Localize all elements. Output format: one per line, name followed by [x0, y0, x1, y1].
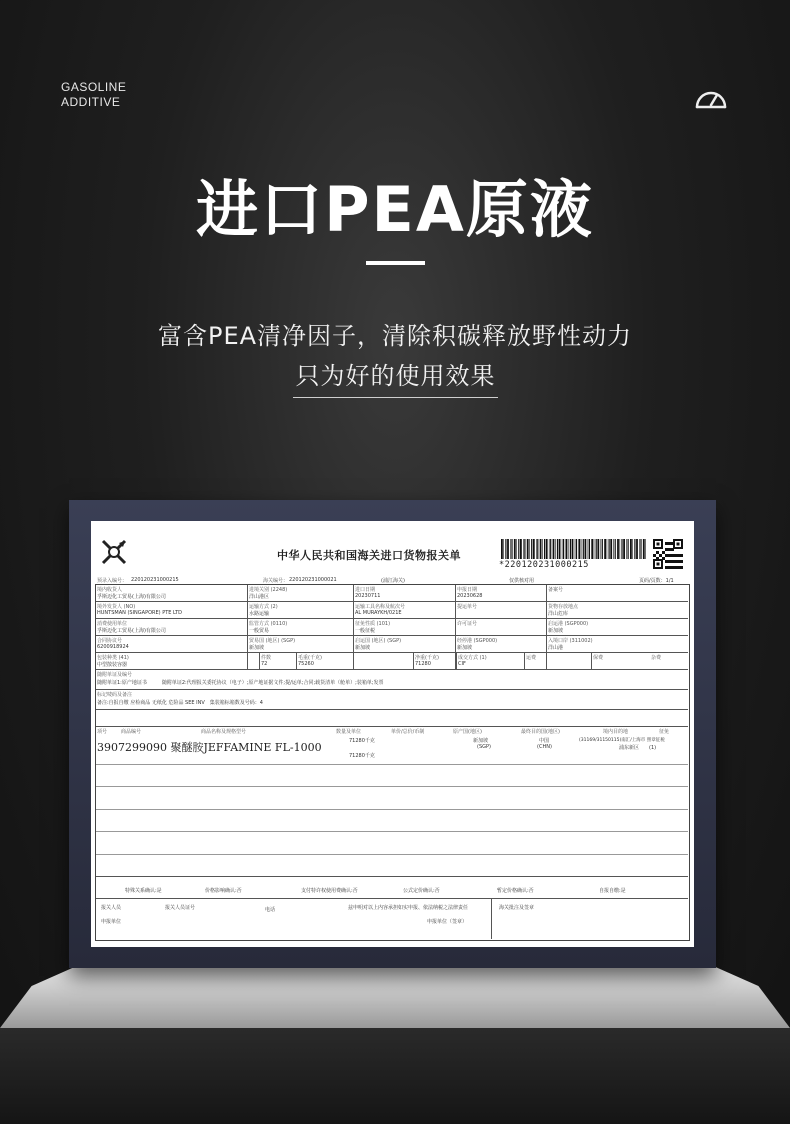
field-label: 运费 — [526, 655, 537, 661]
page-title: 进口PEA原液 — [196, 173, 594, 246]
barcode-bar — [589, 539, 590, 559]
qr-module — [671, 548, 674, 551]
qr-module — [668, 542, 671, 545]
qr-module — [665, 548, 668, 551]
field-label: 启运港 (SGP000) — [548, 621, 589, 627]
goods-column-header: 最终目的国(地区) — [521, 729, 560, 735]
barcode-bar — [520, 539, 522, 559]
barcode-bar — [553, 539, 555, 559]
qr-module — [657, 563, 660, 566]
qr-module — [656, 551, 659, 554]
customs-no-value: 220120231000021 — [289, 577, 337, 583]
goods-column-header: 原产国(地区) — [453, 729, 482, 735]
barcode-bar — [645, 539, 646, 559]
remarks-value: 备注:自报自缴 应检商品 无纸化 危险品 SEE INV 集装箱标箱数及号码：4 — [97, 700, 263, 706]
field-label: 入境口岸 (311002) — [548, 638, 593, 644]
barcode-bar — [604, 539, 606, 559]
qr-module — [674, 566, 677, 569]
field-value: CIF — [458, 661, 466, 667]
document-note: 仅供核对用 — [509, 578, 535, 584]
barcode-bar — [583, 539, 584, 559]
field-value: 新加坡 — [457, 645, 473, 651]
barcode-bar — [518, 539, 519, 559]
qr-module — [680, 560, 683, 563]
qr-module — [668, 548, 671, 551]
barcode-bar — [572, 539, 574, 559]
declaring-unit-label: 申报单位 — [101, 919, 122, 925]
barcode-bar — [636, 539, 638, 559]
goods-column-header: 项号 — [97, 729, 108, 735]
barcode-bar — [570, 539, 571, 559]
barcode-bar — [523, 539, 524, 559]
barcode-bar — [630, 539, 632, 559]
qr-module — [665, 566, 668, 569]
qr-module — [659, 554, 662, 557]
field-label: 保费 — [593, 655, 604, 661]
field-value: 孚斯迈化工贸易(上海)有限公司 — [97, 628, 166, 634]
confirmation-item: 自报自缴:是 — [599, 888, 626, 894]
field-label: 杂费 — [651, 655, 662, 661]
field-label: 贸易国 (地区) (SGP) — [249, 638, 296, 644]
docs-value: 随附单证1:原产地证书 随附单证2:代理报关委托协议（电子）;原产地证据文件;提/运单;合同;载货清单（舱单）;装箱单;发票 — [97, 680, 384, 686]
goods-row-divider — [96, 876, 688, 877]
field-label: 境外发货人 (NO) — [97, 604, 136, 610]
row-divider — [96, 635, 688, 636]
barcode-bar — [514, 539, 516, 559]
field-label: 境内收货人 — [97, 587, 123, 593]
declarant-label: 报关人员 — [101, 905, 122, 911]
barcode-bar — [505, 539, 506, 559]
brand-line-1: GASOLINE — [61, 80, 127, 94]
barcode-bar — [640, 539, 641, 559]
barcode-bar — [555, 539, 556, 559]
field-label: 货物存放地点 — [548, 604, 579, 610]
row-divider — [96, 652, 688, 653]
field-label: 合同协议号 — [97, 638, 123, 644]
field-value: 洋山危库 — [548, 611, 569, 617]
barcode-bar — [610, 539, 612, 559]
qr-module — [662, 551, 665, 554]
barcode-bar — [615, 539, 616, 559]
field-label: 备案号 — [548, 587, 564, 593]
barcode-bar — [596, 539, 597, 559]
qr-module — [674, 554, 677, 557]
col-divider — [413, 652, 414, 669]
barcode-bar — [643, 539, 645, 559]
barcode-bar — [559, 539, 561, 559]
confirmation-item: 价格影响确认:否 — [205, 888, 242, 894]
field-label: 毛重(千克) — [298, 655, 322, 661]
phone-label: 电话 — [265, 907, 276, 913]
barcode-bar — [581, 539, 582, 559]
qr-module — [674, 560, 677, 563]
page-count: 页码/页数：1/1 — [639, 578, 674, 584]
qr-module — [671, 560, 674, 563]
declarant-cert-label: 报关人员证号 — [165, 905, 196, 911]
field-label: 许可证号 — [457, 621, 478, 627]
field-label: 件数 — [261, 655, 272, 661]
qr-module — [677, 560, 680, 563]
goods-column-header: 数量及单位 — [336, 729, 362, 735]
qr-module — [665, 554, 668, 557]
pedestal-front — [0, 1028, 790, 1124]
row-divider — [96, 689, 688, 690]
customs-port: (浦江海关) — [381, 578, 405, 584]
confirmation-item: 特殊关系确认:是 — [125, 888, 162, 894]
barcode-bar — [632, 539, 633, 559]
goods-qty-2: 71280千克 — [349, 753, 375, 759]
goods-column-header: 商品编号 — [121, 729, 142, 735]
barcode-bar — [557, 539, 558, 559]
field-value: AL MURAYKH/021E — [355, 610, 402, 616]
barcode-bar — [623, 539, 625, 559]
qr-module — [671, 566, 674, 569]
goods-origin: 新加坡 — [473, 738, 489, 744]
barcode-bar — [544, 539, 545, 559]
col-divider — [353, 585, 354, 669]
qr-module — [657, 543, 660, 546]
goods-dest: 中国 — [539, 738, 550, 744]
barcode-bar — [607, 539, 608, 559]
field-label: 运输工具名称及航次号 — [355, 604, 406, 610]
qr-module — [677, 554, 680, 557]
barcode-bar — [549, 539, 550, 559]
barcode-bar — [609, 539, 610, 559]
field-value: 71280 — [415, 661, 431, 667]
field-label: 经停港 (SGP000) — [457, 638, 498, 644]
barcode-number: *220120231000215 — [499, 560, 589, 570]
speedometer-icon — [693, 83, 729, 111]
docs-label: 随附单证及编号 — [97, 672, 133, 678]
col-divider — [247, 585, 248, 669]
confirmation-item: 暂定价格确认:否 — [497, 888, 534, 894]
qr-module — [680, 566, 683, 569]
field-value: 洋山港 — [548, 645, 564, 651]
barcode-bar — [568, 539, 569, 559]
goods-item-line: 3907299090 聚醚胺JEFFAMINE FL-1000 — [97, 741, 322, 754]
barcode-bar — [576, 539, 577, 559]
subtitle-line-1: 富含PEA清净因子，清除积碳释放野性动力 — [157, 322, 633, 350]
row-divider — [96, 669, 688, 670]
col-divider — [546, 585, 547, 669]
field-label: 净重(千克) — [415, 655, 439, 661]
barcode-bar — [617, 539, 619, 559]
barcode-bar — [575, 539, 576, 559]
remarks-label: 标记唛码及备注 — [97, 692, 133, 698]
field-value: 水路运输 — [249, 611, 270, 617]
barcode-bar — [594, 539, 595, 559]
barcode-bar — [529, 539, 530, 559]
barcode-bar — [531, 539, 532, 559]
declaring-unit-seal-label: 申报单位（签章） — [427, 919, 468, 925]
field-value: 6200918924 — [97, 644, 129, 650]
goods-column-header: 征免 — [659, 729, 670, 735]
field-label: 运输方式 (2) — [249, 604, 278, 610]
qr-module — [671, 542, 674, 545]
row-divider — [96, 726, 688, 727]
qr-module — [653, 554, 656, 557]
barcode-bar — [507, 539, 509, 559]
goods-row-divider — [96, 786, 688, 787]
customs-declaration-document — [91, 521, 694, 947]
barcode-bar — [639, 539, 640, 559]
goods-row-divider — [96, 831, 688, 832]
barcode-bar — [588, 539, 589, 559]
qr-code — [653, 539, 683, 569]
barcode-bar — [536, 539, 537, 559]
goods-domestic: (31169/31150115)南汇/上海市 照章征税 — [579, 738, 665, 743]
field-value: 72 — [261, 661, 268, 667]
barcode-bar — [634, 539, 635, 559]
brand-line-2: ADDITIVE — [61, 95, 121, 109]
barcode-bar — [628, 539, 629, 559]
title-divider — [366, 261, 425, 265]
col-divider — [456, 652, 457, 669]
row-divider — [96, 618, 688, 619]
footer-col-divider — [491, 898, 492, 939]
col-divider — [591, 652, 592, 669]
field-value: 20230711 — [355, 593, 381, 599]
field-label: 提运单号 — [457, 604, 478, 610]
barcode-bar — [578, 539, 580, 559]
field-label: 包装种类 (41) — [97, 655, 129, 661]
field-label: 进境关别 (2248) — [249, 587, 288, 593]
pedestal-top — [0, 958, 790, 1028]
field-label: 申报日期 — [457, 587, 478, 593]
field-value: 洋山港区 — [249, 594, 270, 600]
goods-row-divider — [96, 764, 688, 765]
row-divider — [96, 601, 688, 602]
goods-column-header: 商品名称及规格型号 — [201, 729, 247, 735]
barcode — [501, 539, 646, 559]
qr-module — [656, 557, 659, 560]
barcode-bar — [597, 539, 599, 559]
barcode-bar — [566, 539, 568, 559]
field-value: 中型散装容器 — [97, 662, 128, 668]
goods-dest-code: (CHN) — [537, 744, 552, 750]
barcode-bar — [613, 539, 614, 559]
barcode-bar — [540, 539, 542, 559]
document-title: 中华人民共和国海关进口货物报关单 — [277, 549, 461, 562]
field-value: 新加坡 — [548, 628, 564, 634]
customs-no-label: 海关编号： — [263, 578, 289, 584]
footer-divider — [96, 898, 688, 899]
brand-label — [61, 80, 126, 110]
field-label: 进口日期 — [355, 587, 376, 593]
barcode-bar — [620, 539, 621, 559]
barcode-bar — [550, 539, 551, 559]
barcode-bar — [511, 539, 512, 559]
field-label: 启运国 (地区) (SGP) — [355, 638, 402, 644]
goods-column-header: 境内目的地 — [603, 729, 629, 735]
qr-module — [677, 543, 680, 546]
field-value: 20230628 — [457, 593, 483, 599]
field-value: 新加坡 — [249, 645, 265, 651]
goods-qty-1: 71280千克 — [349, 738, 375, 744]
goods-row-divider — [96, 854, 688, 855]
field-label: 征免性质 (101) — [355, 621, 391, 627]
barcode-bar — [503, 539, 504, 559]
barcode-bar — [621, 539, 622, 559]
goods-origin-code: (SGP) — [477, 744, 491, 750]
statement-text: 兹申明对以上内容承担如实申报、依法纳税之法律责任 — [348, 905, 469, 911]
qr-module — [671, 554, 674, 557]
qr-module — [665, 542, 668, 545]
qr-module — [668, 560, 671, 563]
goods-domestic-2: 浦东新区 (1) — [619, 745, 657, 751]
col-divider — [259, 652, 260, 669]
barcode-bar — [533, 539, 535, 559]
field-value: 一般贸易 — [249, 628, 270, 634]
qr-module — [677, 566, 680, 569]
barcode-bar — [546, 539, 548, 559]
qr-module — [668, 554, 671, 557]
confirmation-item: 支付特许权使用费确认:否 — [301, 888, 358, 894]
barcode-bar — [510, 539, 511, 559]
barcode-bar — [591, 539, 593, 559]
qr-module — [662, 557, 665, 560]
customs-emblem-icon — [99, 537, 129, 567]
col-divider — [524, 652, 525, 669]
barcode-bar — [563, 539, 564, 559]
barcode-bar — [542, 539, 543, 559]
field-value: HUNTSMAN (SINGAPORE) PTE LTD — [97, 610, 183, 616]
field-value: 孚斯迈化工贸易(上海)有限公司 — [97, 594, 166, 600]
qr-module — [665, 560, 668, 563]
barcode-bar — [537, 539, 538, 559]
barcode-bar — [524, 539, 525, 559]
barcode-bar — [501, 539, 503, 559]
pre-entry-value: 220120231000215 — [131, 577, 179, 583]
field-label: 成交方式 (1) — [458, 655, 487, 661]
field-value: 75260 — [298, 661, 314, 667]
barcode-bar — [562, 539, 563, 559]
barcode-bar — [585, 539, 587, 559]
qr-module — [668, 566, 671, 569]
goods-row-divider — [96, 809, 688, 810]
barcode-bar — [602, 539, 603, 559]
barcode-bar — [527, 539, 529, 559]
barcode-bar — [601, 539, 602, 559]
barcode-bar — [516, 539, 517, 559]
barcode-bar — [626, 539, 627, 559]
col-divider — [296, 652, 297, 669]
field-label: 消费使用单位 — [97, 621, 128, 627]
subtitle-line-2: 只为好的使用效果 — [293, 356, 498, 398]
qr-module — [680, 554, 683, 557]
field-value: 一般征税 — [355, 628, 376, 634]
field-value: 新加坡 — [355, 645, 371, 651]
customs-approval-label: 海关批注及签章 — [499, 905, 535, 911]
field-label: 监管方式 (0110) — [249, 621, 288, 627]
confirmation-item: 公式定价确认:否 — [403, 888, 440, 894]
pre-entry-label: 预录入编号： — [97, 578, 128, 584]
row-divider — [96, 709, 688, 710]
goods-column-header: 单价/总价/币制 — [391, 729, 425, 735]
